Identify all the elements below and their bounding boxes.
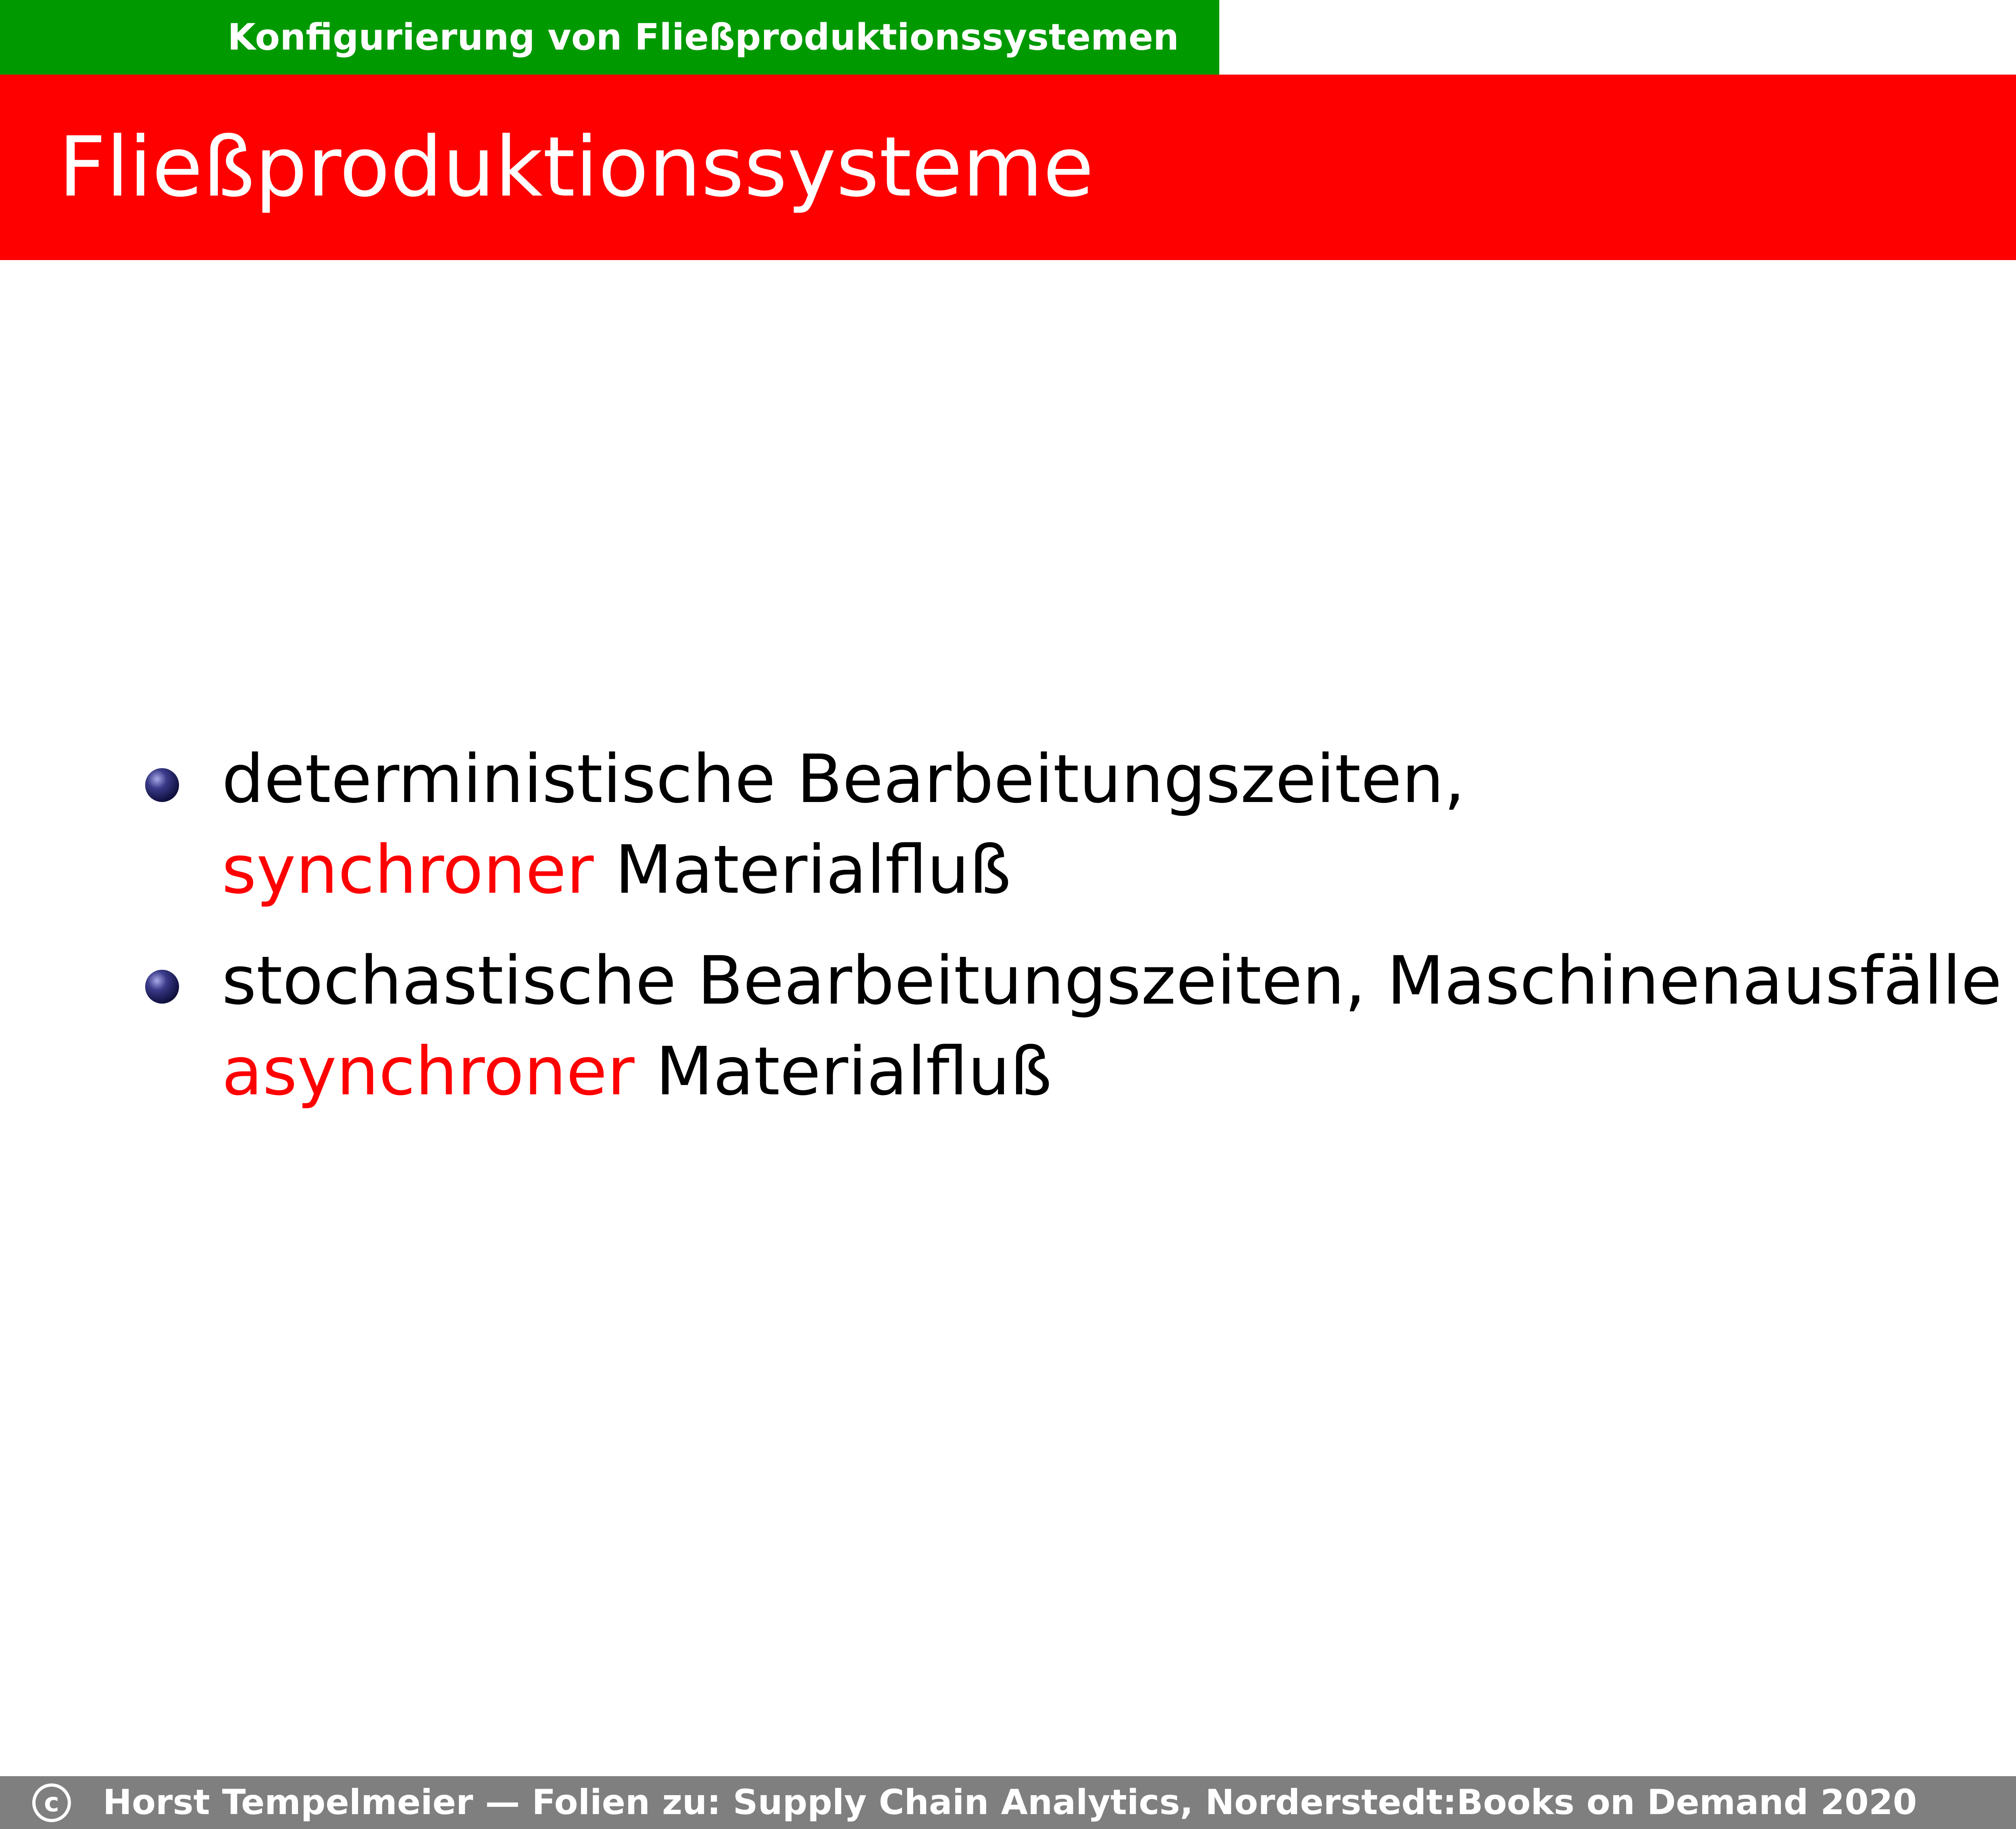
ball-bullet-icon <box>145 768 179 802</box>
frame-title-bar <box>0 75 2016 260</box>
bullet-line2: Materialfluß <box>634 1033 1052 1110</box>
section-bar <box>0 0 2016 75</box>
bullet-line2: Materialfluß <box>594 831 1011 908</box>
bullet-highlight: asynchroner <box>222 1033 635 1110</box>
section-tab[interactable] <box>0 0 1219 75</box>
footer-text: Horst Tempelmeier — Folien zu: Supply Chain Analytics, Norderstedt:Books on Demand 2020 <box>103 1782 1917 1823</box>
section-title: Konfigurierung von Fließproduktionssystemen <box>227 16 1179 58</box>
bullet-line1: stochastische Bearbeitungszeiten, Maschinenausfälle <box>222 942 2002 1019</box>
bullet-text <box>222 935 2002 1117</box>
footer-bar <box>0 1776 2016 1829</box>
bullet-highlight: synchroner <box>222 831 594 908</box>
bullet-line1: deterministische Bearbeitungszeiten, <box>222 740 1465 818</box>
frame-title: Fließproduktionssysteme <box>58 119 1094 215</box>
bullet-text <box>222 734 1465 915</box>
ball-bullet-icon <box>145 970 179 1004</box>
copyright-icon: c <box>32 1783 71 1822</box>
